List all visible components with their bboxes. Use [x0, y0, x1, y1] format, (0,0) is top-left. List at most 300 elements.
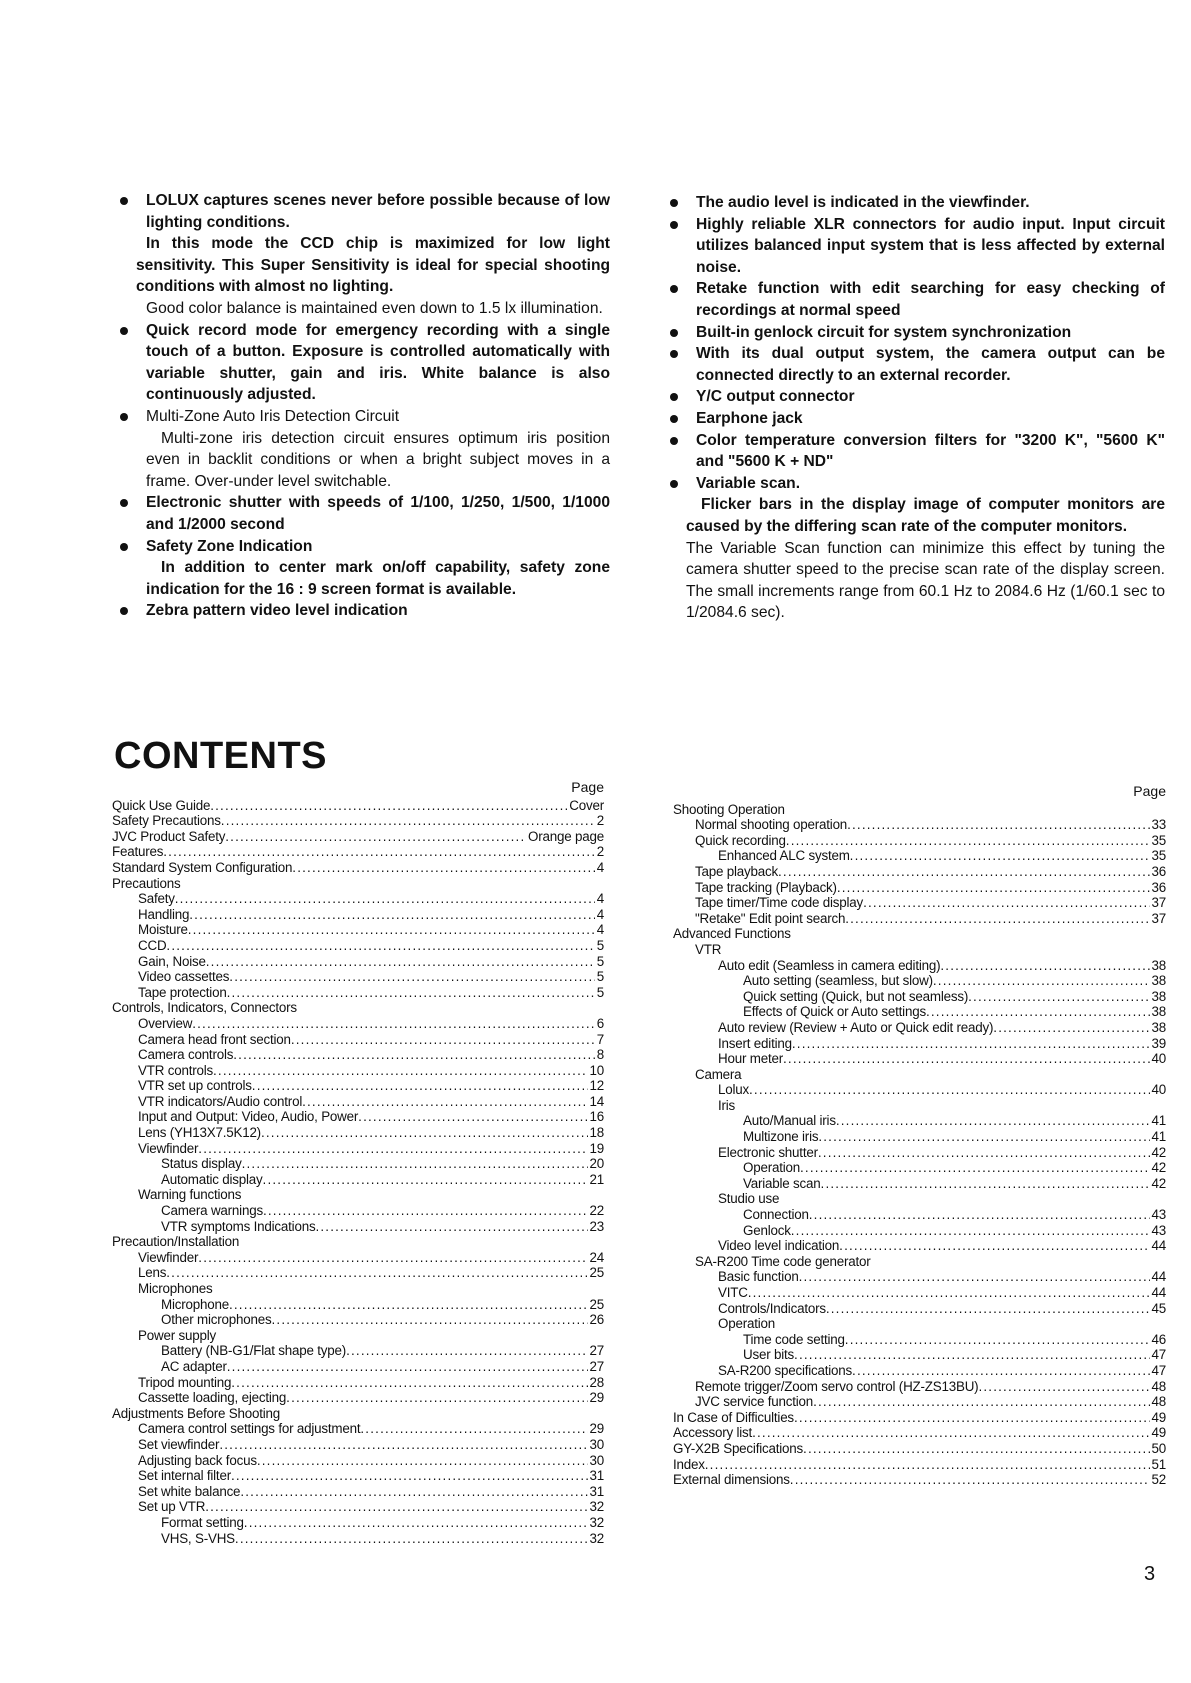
toc-entry: [112, 1094, 604, 1110]
toc-leader-dots: [940, 958, 1149, 974]
toc-entry-title: VHS, S-VHS: [161, 1530, 235, 1546]
toc-entry: [673, 989, 1166, 1005]
toc-entry-page: 36: [1151, 879, 1166, 895]
toc-leader-dots: [166, 938, 594, 954]
toc-leader-dots: [225, 829, 526, 845]
feature-item: [120, 190, 610, 320]
toc-entry-page: 12: [589, 1078, 604, 1094]
toc-entry-title: Gain, Noise: [138, 953, 206, 969]
toc-entry-title: Insert editing: [718, 1035, 792, 1051]
toc-entry-title: Connection: [743, 1207, 809, 1223]
toc-entry-page: 18: [589, 1125, 604, 1141]
toc-entry-title: Basic function: [718, 1269, 799, 1285]
toc-entry-title: Safety: [138, 891, 175, 907]
toc-entry-title: Lens: [138, 1265, 167, 1281]
toc-entry-page: 25: [589, 1265, 604, 1281]
toc-leader-dots: [166, 1265, 587, 1281]
toc-entry-title: Standard System Configuration: [112, 859, 293, 875]
bullet-icon: [670, 350, 678, 358]
toc-entry-page: 37: [1151, 910, 1166, 926]
toc-entry-page: 37: [1151, 895, 1166, 911]
toc-entry-title: Other microphones: [161, 1312, 272, 1328]
toc-entry-title: Precaution/Installation: [112, 1234, 240, 1250]
toc-entry-title: Quick setting (Quick, but not seamless): [743, 988, 969, 1004]
feature-text: Zebra pattern video level indication: [146, 602, 408, 620]
toc-entry-title: Electronic shutter: [718, 1144, 818, 1160]
toc-entry-title: Video cassettes: [138, 969, 230, 985]
toc-entry-title: Input and Output: Video, Audio, Power: [138, 1109, 359, 1125]
toc-entry-title: Hour meter: [718, 1051, 783, 1067]
feature-text: Multi-Zone Auto Iris Detection Circuit: [146, 407, 400, 425]
toc-entry-title: Shooting Operation: [673, 801, 785, 817]
toc-leader-dots: [231, 1375, 587, 1391]
toc-leader-dots: [229, 969, 594, 985]
toc-entry-title: Variable scan: [743, 1175, 821, 1191]
toc-entry-page: 42: [1151, 1160, 1166, 1176]
toc-entry: [112, 1063, 604, 1079]
toc-entry-title: Safety Precautions: [112, 813, 221, 829]
toc-leader-dots: [790, 1472, 1150, 1488]
toc-entry: [673, 958, 1166, 974]
toc-entry: [673, 1410, 1166, 1426]
toc-entry-page: 40: [1151, 1051, 1166, 1067]
toc-entry-title: Quick Use Guide: [112, 797, 211, 813]
feature-text: Safety Zone Indication: [146, 537, 313, 555]
toc-entry-title: Moisture: [138, 922, 188, 938]
toc-entry: [673, 864, 1166, 880]
toc-leader-dots: [837, 880, 1150, 896]
toc-entry: [112, 969, 604, 985]
toc-entry-page: 29: [589, 1390, 604, 1406]
toc-entry-page: 19: [589, 1140, 604, 1156]
bullet-icon: [120, 413, 128, 421]
toc-entry-page: 5: [596, 953, 604, 969]
toc-entry-title: JVC service function: [695, 1394, 814, 1410]
toc-leader-dots: [748, 1285, 1150, 1301]
toc-entry: [673, 1113, 1166, 1129]
toc-entry-title: Operation: [743, 1160, 801, 1176]
toc-leader-dots: [852, 1363, 1149, 1379]
toc-leader-dots: [778, 864, 1149, 880]
toc-entry-page: 31: [589, 1483, 604, 1499]
toc-leader-dots: [926, 1004, 1150, 1020]
toc-entry-page: 45: [1151, 1300, 1166, 1316]
page-number: 3: [1144, 1563, 1156, 1585]
toc-entry-title: VTR indicators/Audio control: [138, 1093, 303, 1109]
bullet-icon: [670, 199, 678, 207]
feature-text: Quick record mode for emergency recording with a single touch of a button. Exposure is controlled automatically with variable shutter, gain and iris. White balance is also continuously adjusted.: [146, 321, 610, 404]
bullet-icon: [670, 329, 678, 337]
toc-leader-dots: [292, 860, 594, 876]
feature-item: [120, 600, 610, 622]
toc-entry: [112, 922, 604, 938]
bullet-icon: [120, 499, 128, 507]
toc-entry: [673, 1067, 1166, 1083]
toc-entry-title: Multizone iris: [743, 1129, 819, 1145]
toc-entry: [673, 802, 1166, 818]
feature-text: Built-in genlock circuit for system synchronization: [696, 323, 1072, 341]
toc-entry-page: 26: [589, 1312, 604, 1328]
toc-entry: [673, 1347, 1166, 1363]
feature-text: LOLUX captures scenes never before possible because of low lighting conditions.: [146, 192, 610, 231]
toc-entry-title: In Case of Difficulties: [673, 1409, 794, 1425]
toc-entry-page: 5: [596, 969, 604, 985]
toc-entry-title: Controls/Indicators: [718, 1300, 826, 1316]
toc-entry-title: Enhanced ALC system: [718, 848, 850, 864]
toc-leader-dots: [791, 1223, 1150, 1239]
bullet-icon: [120, 197, 128, 205]
toc-entry: [112, 1281, 604, 1297]
toc-entry-title: Advanced Functions: [673, 926, 791, 942]
toc-leader-dots: [809, 1207, 1150, 1223]
toc-entry-page: 8: [596, 1047, 604, 1063]
toc-leader-dots: [263, 1203, 588, 1219]
toc-entry: [112, 1141, 604, 1157]
toc-right-entries: [673, 802, 1166, 1488]
toc-entry: [673, 1020, 1166, 1036]
toc-entry-title: Auto/Manual iris: [743, 1113, 836, 1129]
toc-leader-dots: [235, 1531, 588, 1547]
toc-entry: [112, 1000, 604, 1016]
toc-entry-title: VITC: [718, 1285, 748, 1300]
toc-entry: [673, 848, 1166, 864]
toc-entry-page: 31: [589, 1468, 604, 1484]
toc-entry-page: 41: [1151, 1113, 1166, 1129]
toc-entry-title: Adjustments Before Shooting: [112, 1405, 281, 1421]
toc-left-column: [112, 780, 604, 1546]
toc-entry: [112, 829, 604, 845]
toc-entry-page: 30: [589, 1452, 604, 1468]
toc-leader-dots: [933, 973, 1150, 989]
toc-entry-page: 4: [596, 906, 604, 922]
toc-entry-title: SA-R200 specifications: [718, 1362, 853, 1378]
feature-item: [670, 343, 1165, 386]
toc-entry-page: 5: [596, 937, 604, 953]
toc-entry-page: 42: [1151, 1144, 1166, 1160]
toc-entry-title: Camera: [695, 1066, 742, 1082]
toc-leader-dots: [845, 911, 1149, 927]
toc-page-header: Page: [1133, 783, 1166, 799]
toc-leader-dots: [803, 1441, 1149, 1457]
feature-text: Highly reliable XLR connectors for audio input. Input circuit utilizes balanced input system that is less affected by external noise.: [696, 215, 1165, 276]
toc-entry-title: Warning functions: [138, 1187, 242, 1203]
toc-entry-page: 25: [589, 1296, 604, 1312]
toc-entry-title: Auto review (Review + Auto or Quick edit ready): [718, 1019, 994, 1035]
toc-entry-title: Effects of Quick or Auto settings: [743, 1004, 926, 1020]
toc-leader-dots: [752, 1425, 1149, 1441]
toc-leader-dots: [315, 1219, 587, 1235]
toc-entry-title: Overview: [138, 1015, 193, 1031]
toc-leader-dots: [863, 895, 1149, 911]
toc-entry: [112, 1484, 604, 1500]
toc-entry: [673, 1254, 1166, 1270]
toc-leader-dots: [286, 1390, 587, 1406]
toc-entry-title: Tripod mounting: [138, 1374, 232, 1390]
toc-entry-title: Automatic display: [161, 1171, 263, 1187]
toc-entry-title: Viewfinder: [138, 1249, 199, 1265]
toc-leader-dots: [205, 1499, 587, 1515]
toc-entry: [112, 1156, 604, 1172]
toc-entry-page: 33: [1151, 817, 1166, 833]
bullet-icon: [120, 607, 128, 615]
toc-entry-page: 48: [1151, 1378, 1166, 1394]
bullet-icon: [670, 393, 678, 401]
toc-entry: [673, 1207, 1166, 1223]
feature-item: [670, 214, 1165, 279]
toc-entry: [673, 1176, 1166, 1192]
toc-entry: [673, 1269, 1166, 1285]
toc-entry-title: Tape playback: [695, 863, 779, 879]
toc-entry-page: 35: [1151, 848, 1166, 864]
toc-entry-page: 7: [596, 1031, 604, 1047]
toc-leader-dots: [826, 1301, 1150, 1317]
toc-entry: [673, 1472, 1166, 1488]
feature-text: Y/C output connector: [696, 388, 855, 406]
toc-entry: [673, 1457, 1166, 1473]
toc-leader-dots: [968, 989, 1149, 1005]
toc-entry: [112, 1375, 604, 1391]
toc-entry-title: Camera control settings for adjustment: [138, 1421, 361, 1437]
toc-entry-page: 14: [589, 1093, 604, 1109]
bullet-icon: [670, 480, 678, 488]
toc-leader-dots: [213, 1063, 588, 1079]
toc-entry-title: CCD: [138, 937, 167, 953]
toc-leader-dots: [993, 1020, 1149, 1036]
toc-entry-title: User bits: [743, 1347, 795, 1363]
toc-leader-dots: [219, 1437, 587, 1453]
toc-entry: [112, 1109, 604, 1125]
feature-item: [670, 322, 1165, 344]
feature-text: In this mode the CCD chip is maximized for low light sensitivity. This Super Sensitivity is ideal for special shooting conditions with almost no lighting.: [136, 235, 610, 296]
toc-leader-dots: [206, 954, 595, 970]
toc-leader-dots: [242, 1156, 588, 1172]
toc-entry-title: VTR controls: [138, 1062, 213, 1078]
toc-entry-page: 27: [589, 1343, 604, 1359]
toc-entry: [112, 1016, 604, 1032]
toc-entry: [673, 817, 1166, 833]
toc-entry-page: 44: [1151, 1269, 1166, 1285]
feature-text: Earphone jack: [696, 409, 803, 427]
toc-entry-page: 4: [596, 891, 604, 907]
feature-text: Multi-zone iris detection circuit ensures optimum iris position even in backlit conditions or when a bright subject moves in a frame. Over-under level switchable.: [146, 429, 610, 490]
toc-entry-page: 38: [1151, 988, 1166, 1004]
toc-entry-title: Set white balance: [138, 1483, 241, 1499]
feature-item: [670, 473, 1165, 624]
toc-entry-title: Camera controls: [138, 1047, 234, 1063]
toc-entry-title: Tape timer/Time code display: [695, 895, 864, 911]
feature-text: Flicker bars in the display image of computer monitors are caused by the differing scan rate of the computer monitors.: [686, 496, 1165, 535]
feature-text: Retake function with edit searching for easy checking of recordings at normal speed: [696, 280, 1165, 319]
toc-entry: [112, 1515, 604, 1531]
toc-entry-title: Quick recording: [695, 832, 786, 848]
toc-entry: [112, 1172, 604, 1188]
toc-leader-dots: [240, 1484, 587, 1500]
toc-leader-dots: [845, 1332, 1150, 1348]
toc-entry: [112, 907, 604, 923]
toc-page-header: Page: [571, 779, 604, 795]
toc-entry: [112, 1499, 604, 1515]
toc-leader-dots: [818, 1145, 1150, 1161]
toc-entry: [112, 1219, 604, 1235]
features-right-column: [670, 192, 1165, 624]
toc-entry-page: 38: [1151, 1004, 1166, 1020]
toc-entry-page: 5: [596, 984, 604, 1000]
toc-entry-title: Tape protection: [138, 984, 227, 1000]
toc-entry: [112, 1032, 604, 1048]
feature-text: In addition to center mark on/off capability, safety zone indication for the 16 : 9 screen format is available.: [146, 559, 610, 598]
toc-leader-dots: [189, 907, 594, 923]
toc-entry-page: 22: [589, 1203, 604, 1219]
toc-leader-dots: [978, 1379, 1149, 1395]
toc-entry-title: Features: [112, 844, 164, 860]
toc-leader-dots: [175, 891, 595, 907]
toc-leader-dots: [227, 1359, 588, 1375]
toc-entry-title: Normal shooting operation: [695, 817, 848, 833]
toc-entry-title: Video level indication: [718, 1238, 840, 1254]
toc-entry-page: 38: [1151, 957, 1166, 973]
toc-entry: [112, 1250, 604, 1266]
toc-entry-title: Iris: [718, 1097, 736, 1113]
toc-leader-dots: [271, 1312, 587, 1328]
toc-leader-dots: [198, 1141, 587, 1157]
toc-entry: [673, 1363, 1166, 1379]
toc-entry-page: 38: [1151, 973, 1166, 989]
toc-entry-page: 2: [596, 844, 604, 860]
toc-leader-dots: [818, 1129, 1149, 1145]
toc-entry: [673, 1316, 1166, 1332]
toc-leader-dots: [291, 1032, 595, 1048]
toc-leader-dots: [358, 1109, 587, 1125]
toc-leader-dots: [163, 844, 595, 860]
toc-entry: [112, 1312, 604, 1328]
toc-entry: [112, 985, 604, 1001]
toc-entry-title: Auto setting (seamless, but slow): [743, 973, 933, 989]
toc-leader-dots: [198, 1250, 587, 1266]
toc-entry-page: 46: [1151, 1331, 1166, 1347]
toc-entry: [673, 1036, 1166, 1052]
toc-entry-page: 20: [589, 1156, 604, 1172]
toc-entry: [673, 1098, 1166, 1114]
toc-entry: [673, 1191, 1166, 1207]
toc-entry: [112, 1234, 604, 1250]
toc-entry-title: Microphones: [138, 1281, 213, 1296]
feature-text: Color temperature conversion filters for "3200 K", "5600 K" and "5600 K + ND": [696, 431, 1165, 471]
toc-entry-page: 47: [1151, 1347, 1166, 1363]
toc-entry: [112, 798, 604, 814]
toc-entry: [112, 1125, 604, 1141]
toc-entry-title: Genlock: [743, 1222, 791, 1238]
feature-item: [120, 536, 610, 601]
toc-entry-title: Microphone: [161, 1296, 229, 1312]
toc-entry-page: 44: [1151, 1238, 1166, 1254]
toc-entry: [112, 938, 604, 954]
toc-leader-dots: [221, 813, 595, 829]
toc-entry: [112, 1343, 604, 1359]
toc-leader-dots: [346, 1343, 587, 1359]
toc-leader-dots: [231, 1468, 588, 1484]
toc-entry-page: 41: [1151, 1129, 1166, 1145]
toc-entry: [112, 1453, 604, 1469]
toc-entry-title: "Retake" Edit point search: [695, 910, 846, 926]
bullet-icon: [120, 543, 128, 551]
toc-entry-page: 50: [1151, 1440, 1166, 1456]
toc-entry-page: 32: [589, 1530, 604, 1546]
bullet-icon: [120, 327, 128, 335]
bullet-icon: [670, 415, 678, 423]
toc-entry: [112, 1187, 604, 1203]
toc-leader-dots: [792, 1036, 1150, 1052]
bullet-icon: [670, 437, 678, 445]
toc-entry-title: Index: [673, 1456, 705, 1472]
feature-text: Good color balance is maintained even down to 1.5 lx illumination.: [146, 299, 603, 317]
toc-entry: [112, 891, 604, 907]
toc-entry: [112, 844, 604, 860]
toc-entry-title: Lolux: [718, 1082, 750, 1098]
toc-entry: [673, 1145, 1166, 1161]
toc-entry: [673, 1129, 1166, 1145]
toc-entry-title: Remote trigger/Zoom servo control (HZ-ZS13BU): [695, 1378, 979, 1394]
toc-entry: [673, 1332, 1166, 1348]
toc-entry: [112, 1468, 604, 1484]
toc-entry-page: 4: [596, 859, 604, 875]
toc-leader-dots: [749, 1082, 1149, 1098]
toc-entry-page: 32: [589, 1514, 604, 1530]
toc-entry: [112, 1297, 604, 1313]
toc-entry: [112, 1047, 604, 1063]
toc-entry: [673, 1238, 1166, 1254]
toc-entry: [112, 1265, 604, 1281]
toc-entry: [112, 1421, 604, 1437]
toc-leader-dots: [227, 985, 595, 1001]
toc-entry-title: Precautions: [112, 875, 181, 891]
feature-item: [120, 320, 610, 406]
toc-entry-title: Set viewfinder: [138, 1436, 220, 1452]
toc-entry-page: 23: [589, 1218, 604, 1234]
toc-entry-title: SA-R200 Time code generator: [695, 1253, 871, 1269]
toc-leader-dots: [794, 1347, 1149, 1363]
toc-entry-title: Set internal filter: [138, 1468, 231, 1484]
feature-text: With its dual output system, the camera output can be connected directly to an external recorder.: [696, 345, 1165, 384]
toc-entry-page: 16: [589, 1109, 604, 1125]
toc-leader-dots: [229, 1297, 588, 1313]
toc-leader-dots: [705, 1457, 1150, 1473]
feature-item: [670, 192, 1165, 214]
toc-left-entries: [112, 798, 604, 1547]
feature-item: [670, 408, 1165, 430]
feature-item: [120, 492, 610, 535]
toc-entry-page: Orange page: [528, 828, 604, 844]
toc-entry-title: Auto edit (Seamless in camera editing): [718, 957, 941, 973]
toc-entry: [673, 1394, 1166, 1410]
toc-entry: [673, 926, 1166, 942]
contents-title: CONTENTS: [114, 735, 327, 777]
toc-entry-page: 4: [596, 922, 604, 938]
toc-entry: [673, 1425, 1166, 1441]
toc-entry-page: 24: [589, 1249, 604, 1265]
toc-entry-page: 35: [1151, 832, 1166, 848]
toc-entry-title: JVC Product Safety: [112, 828, 226, 844]
toc-entry-title: VTR set up controls: [138, 1078, 252, 1094]
toc-entry: [673, 833, 1166, 849]
toc-entry-page: 38: [1151, 1019, 1166, 1035]
toc-entry-page: 43: [1151, 1207, 1166, 1223]
toc-entry-page: 30: [589, 1436, 604, 1452]
toc-leader-dots: [799, 1269, 1150, 1285]
toc-entry: [673, 1441, 1166, 1457]
feature-text: Electronic shutter with speeds of 1/100, 1/250, 1/500, 1/1000 and 1/2000 second: [146, 494, 610, 533]
toc-entry-title: Lens (YH13X7.5K12): [138, 1125, 261, 1141]
toc-entry-page: 42: [1151, 1175, 1166, 1191]
